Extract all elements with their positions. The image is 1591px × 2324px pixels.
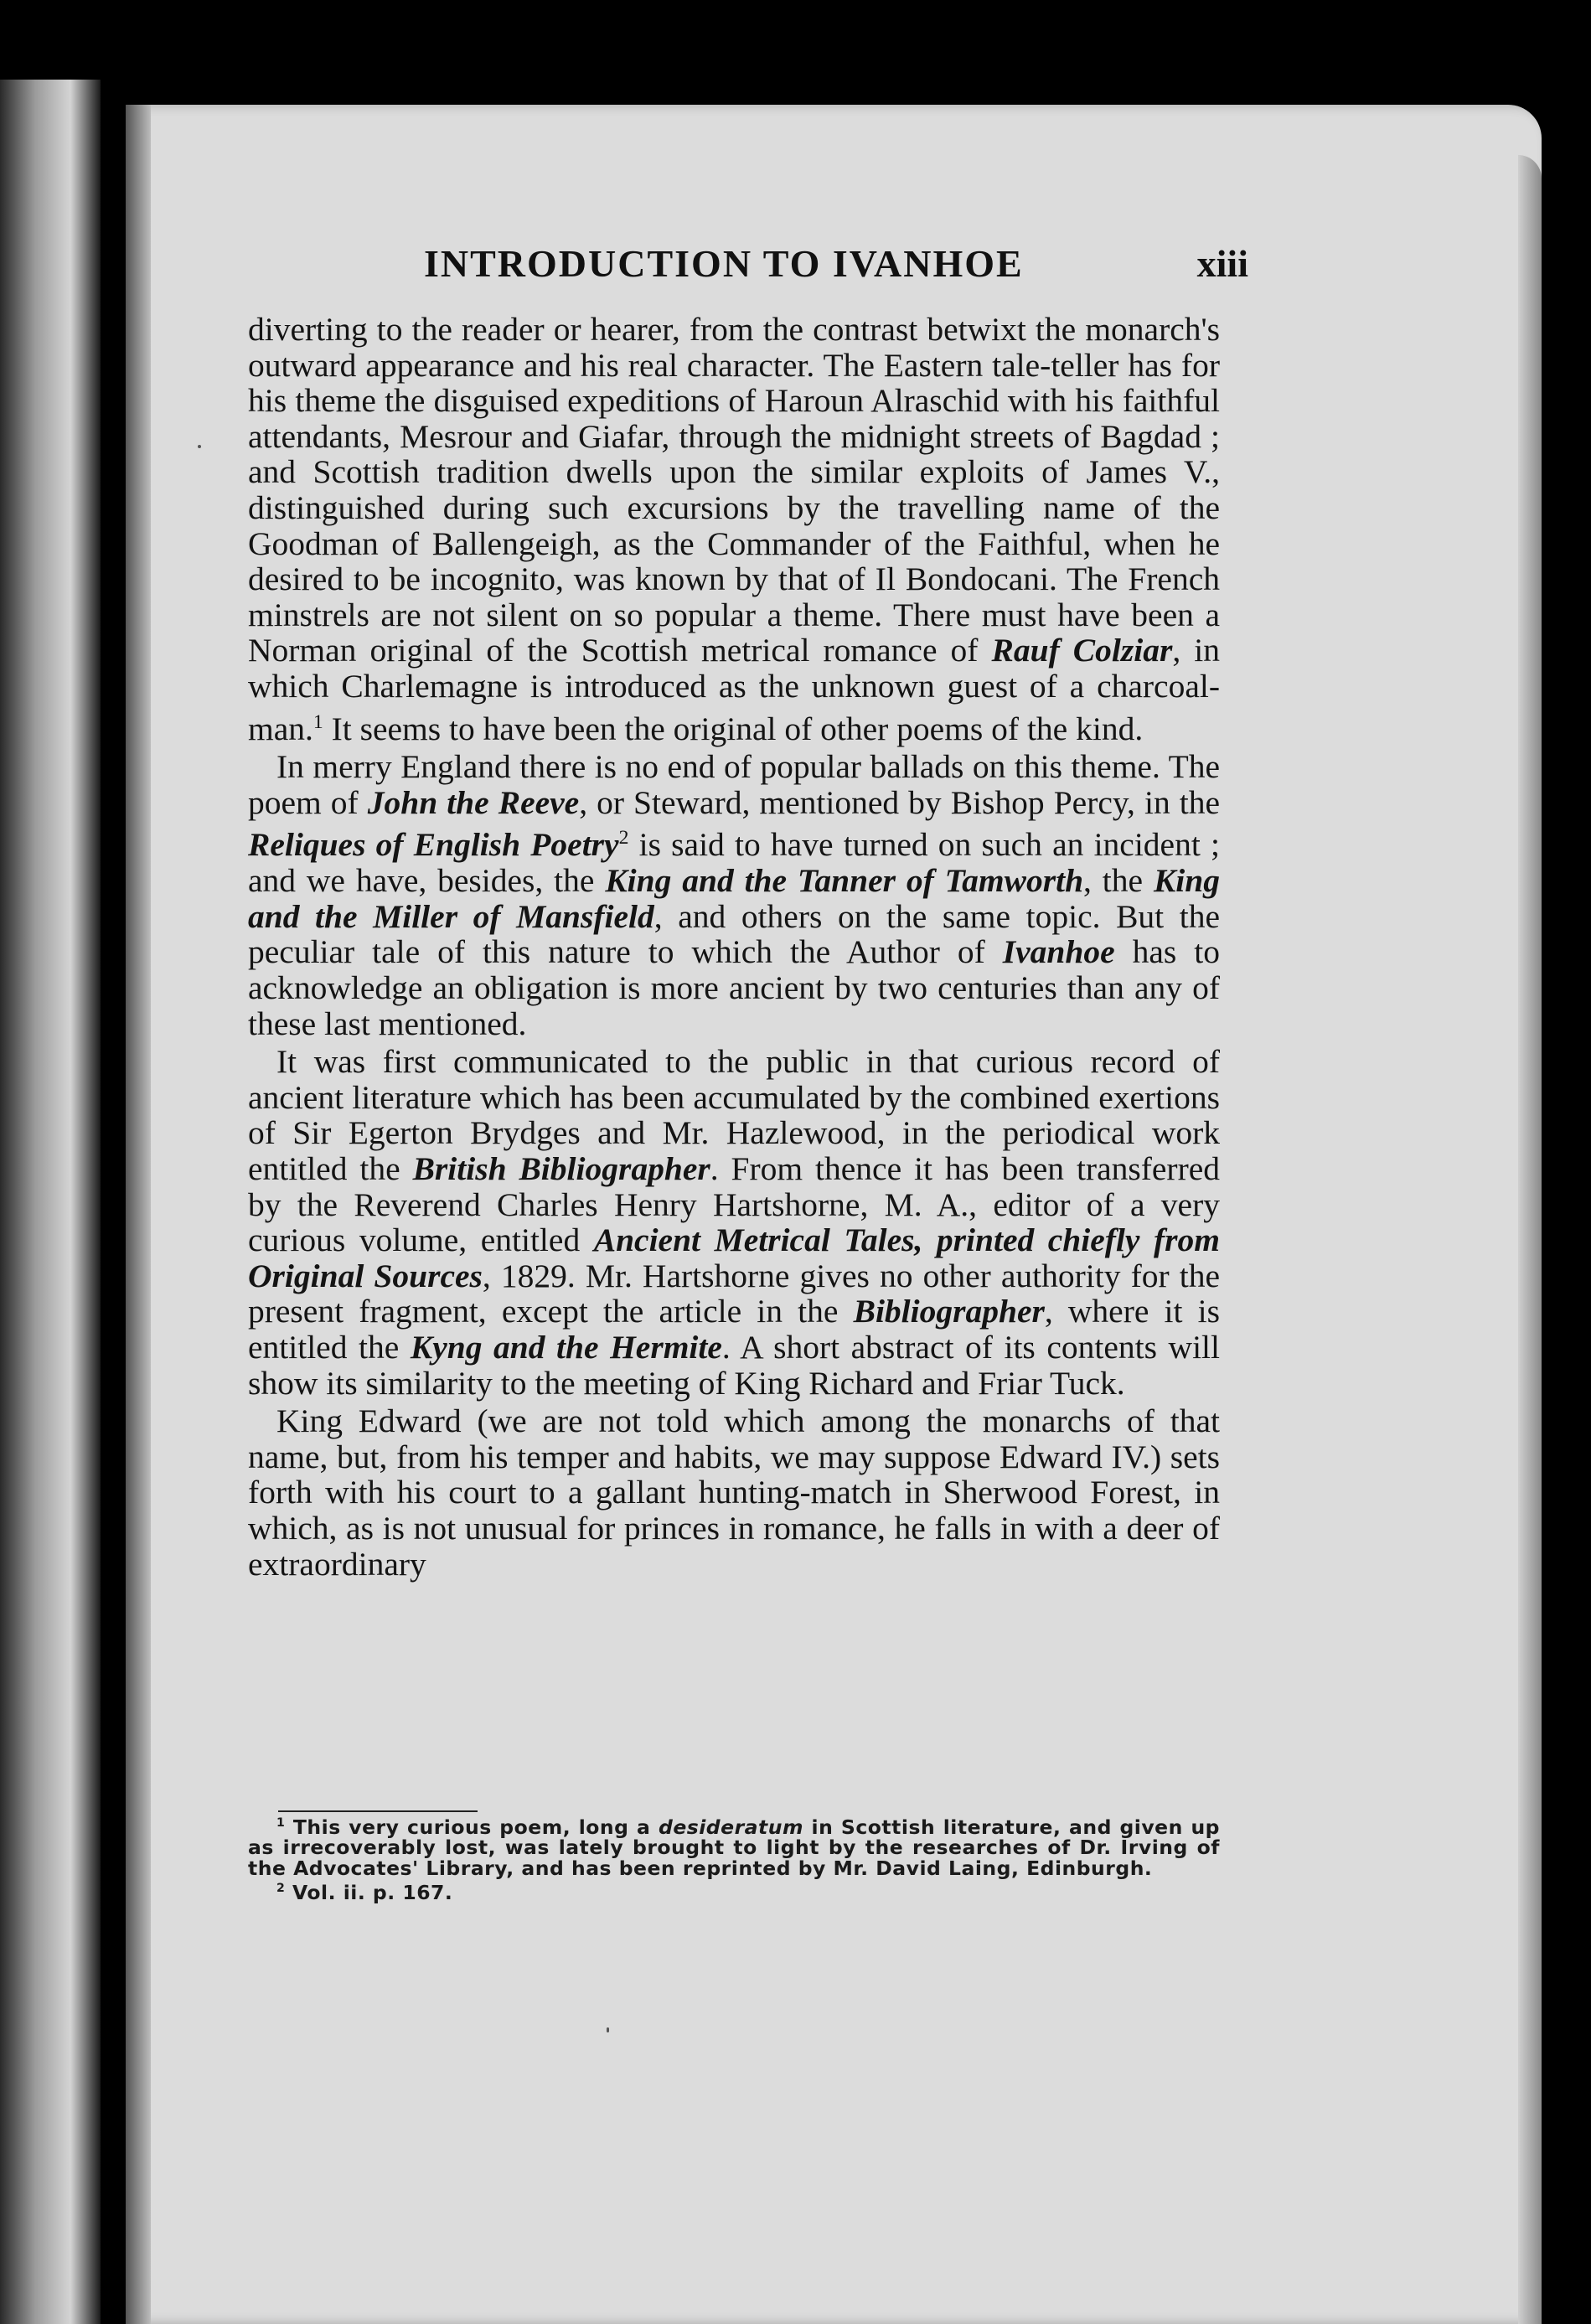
paragraph-text: In merry England there is no end of popular ballads on this theme. The poem of — [248, 748, 1220, 821]
italic-title: King and the Tanner of Tamworth — [605, 862, 1084, 900]
running-header — [251, 241, 1248, 300]
footnote-marker: 1 — [276, 1816, 286, 1830]
italic-title: King and the Miller of Mansfield — [248, 862, 1220, 935]
footnote-marker: 2 — [618, 827, 629, 850]
paragraph-text: , where it is entitled the — [248, 1293, 1220, 1366]
footnote-marker: 2 — [276, 1882, 286, 1896]
paragraph-text: is said to have turned on such an incident ; and we have, besides, the — [248, 826, 1220, 900]
footnote-text: in Scottish literature, and given up as irrecoverably lost, was lately brought to light by the researches of Dr. Irving of the Advocates' Library, and has been reprinted by Mr. David Laing, Edinburgh. — [248, 1815, 1220, 1880]
scan-speck — [198, 445, 201, 448]
paragraph-text: King Edward (we are not told which among the monarchs of that name, but, from his temper and habits, we may suppose Edward IV.) sets forth with his court to a gallant hunting-match in Sherwood Forest, in which, as is not unusual for princes in romance, he falls in with a deer of extraordinary — [248, 1402, 1220, 1583]
italic-title: Bibliographer — [853, 1293, 1045, 1330]
footnotes — [248, 1813, 1220, 1903]
paragraph-text: It seems to have been the original of other poems of the kind. — [323, 710, 1144, 747]
italic-title: desideratum — [659, 1815, 803, 1839]
italic-title: Ivanhoe — [1002, 933, 1115, 971]
paragraph-text: , and others on the same topic. But the peculiar tale of this nature to which the Author of — [248, 897, 1220, 971]
italic-title: British Bibliographer — [412, 1149, 710, 1187]
body-text — [248, 312, 1220, 1584]
paragraph-text: , or Steward, mentioned by Bishop Percy, in the — [579, 783, 1220, 821]
paragraph-text: , the — [1083, 862, 1154, 900]
paragraph-text: , 1829. Mr. Hartshorne gives no other authority for the present fragment, except the article in the — [248, 1257, 1220, 1330]
paragraph — [248, 312, 1220, 746]
footnote — [248, 1878, 1220, 1903]
footnote-text: This very curious poem, long a — [285, 1815, 659, 1839]
paragraph — [248, 1044, 1220, 1401]
paragraph — [248, 749, 1220, 1041]
footnote — [248, 1813, 1220, 1878]
page-gutter — [126, 105, 151, 2324]
facing-page-edge — [0, 80, 101, 2324]
page-fore-edge — [1518, 155, 1542, 2324]
paragraph-text: . A short abstract of its contents will show its similarity to the meeting of King Richard and Friar Tuck. — [248, 1328, 1221, 1402]
footnote-rule — [278, 1810, 478, 1812]
paragraph-text: diverting to the reader or hearer, from the contrast betwixt the monarch's outward appearance and his real character. The Eastern tale-teller has for his theme the disguised expeditions of Haroun Alraschid with his faithful attendants, Mesrour and Giafar, through the midnight streets of Bagdad ; and Scottish tradition dwells upon the similar exploits of James V., distinguished during such excursions by the travelling name of the Goodman of Ballengeigh, as the Commander of the Faithful, when he desired to be incognito, was known by that of Il Bondocani. The French minstrels are not silent on so popular a theme. There must have been a Norman original of the Scottish metrical romance of — [248, 311, 1220, 669]
paragraph-text: has to acknowledge an obligation is more ancient by two centuries than any of these last mentioned. — [248, 933, 1220, 1042]
running-title: INTRODUCTION TO IVANHOE — [424, 242, 1024, 285]
italic-title: Reliques of English Poetry — [248, 826, 619, 864]
paragraph-text: . From thence it has been transferred by the Reverend Charles Henry Hartshorne, M. A., editor of a very curious volume, entitled — [248, 1149, 1221, 1259]
paragraph-text: It was first communicated to the public in that curious record of ancient literature which has been accumulated by the combined exertions of Sir Egerton Brydges and Mr. Hazlewood, in the periodical work entitled the — [248, 1043, 1220, 1187]
paragraph — [248, 1403, 1220, 1582]
italic-title: John the Reeve — [367, 783, 580, 821]
footnote-marker: 1 — [313, 710, 323, 733]
italic-title: Kyng and the Hermite — [410, 1328, 722, 1366]
footnote-text: Vol. ii. p. 167. — [285, 1881, 453, 1905]
page-number: xiii — [1196, 242, 1248, 285]
scan-speck — [607, 2027, 609, 2032]
italic-title: Rauf Colziar — [991, 632, 1173, 669]
italic-title: Ancient Metrical Tales, printed chiefly from Original Sources — [248, 1221, 1220, 1294]
paragraph-text: , in which Charlemagne is introduced as the unknown guest of a charcoal-man. — [248, 632, 1220, 747]
